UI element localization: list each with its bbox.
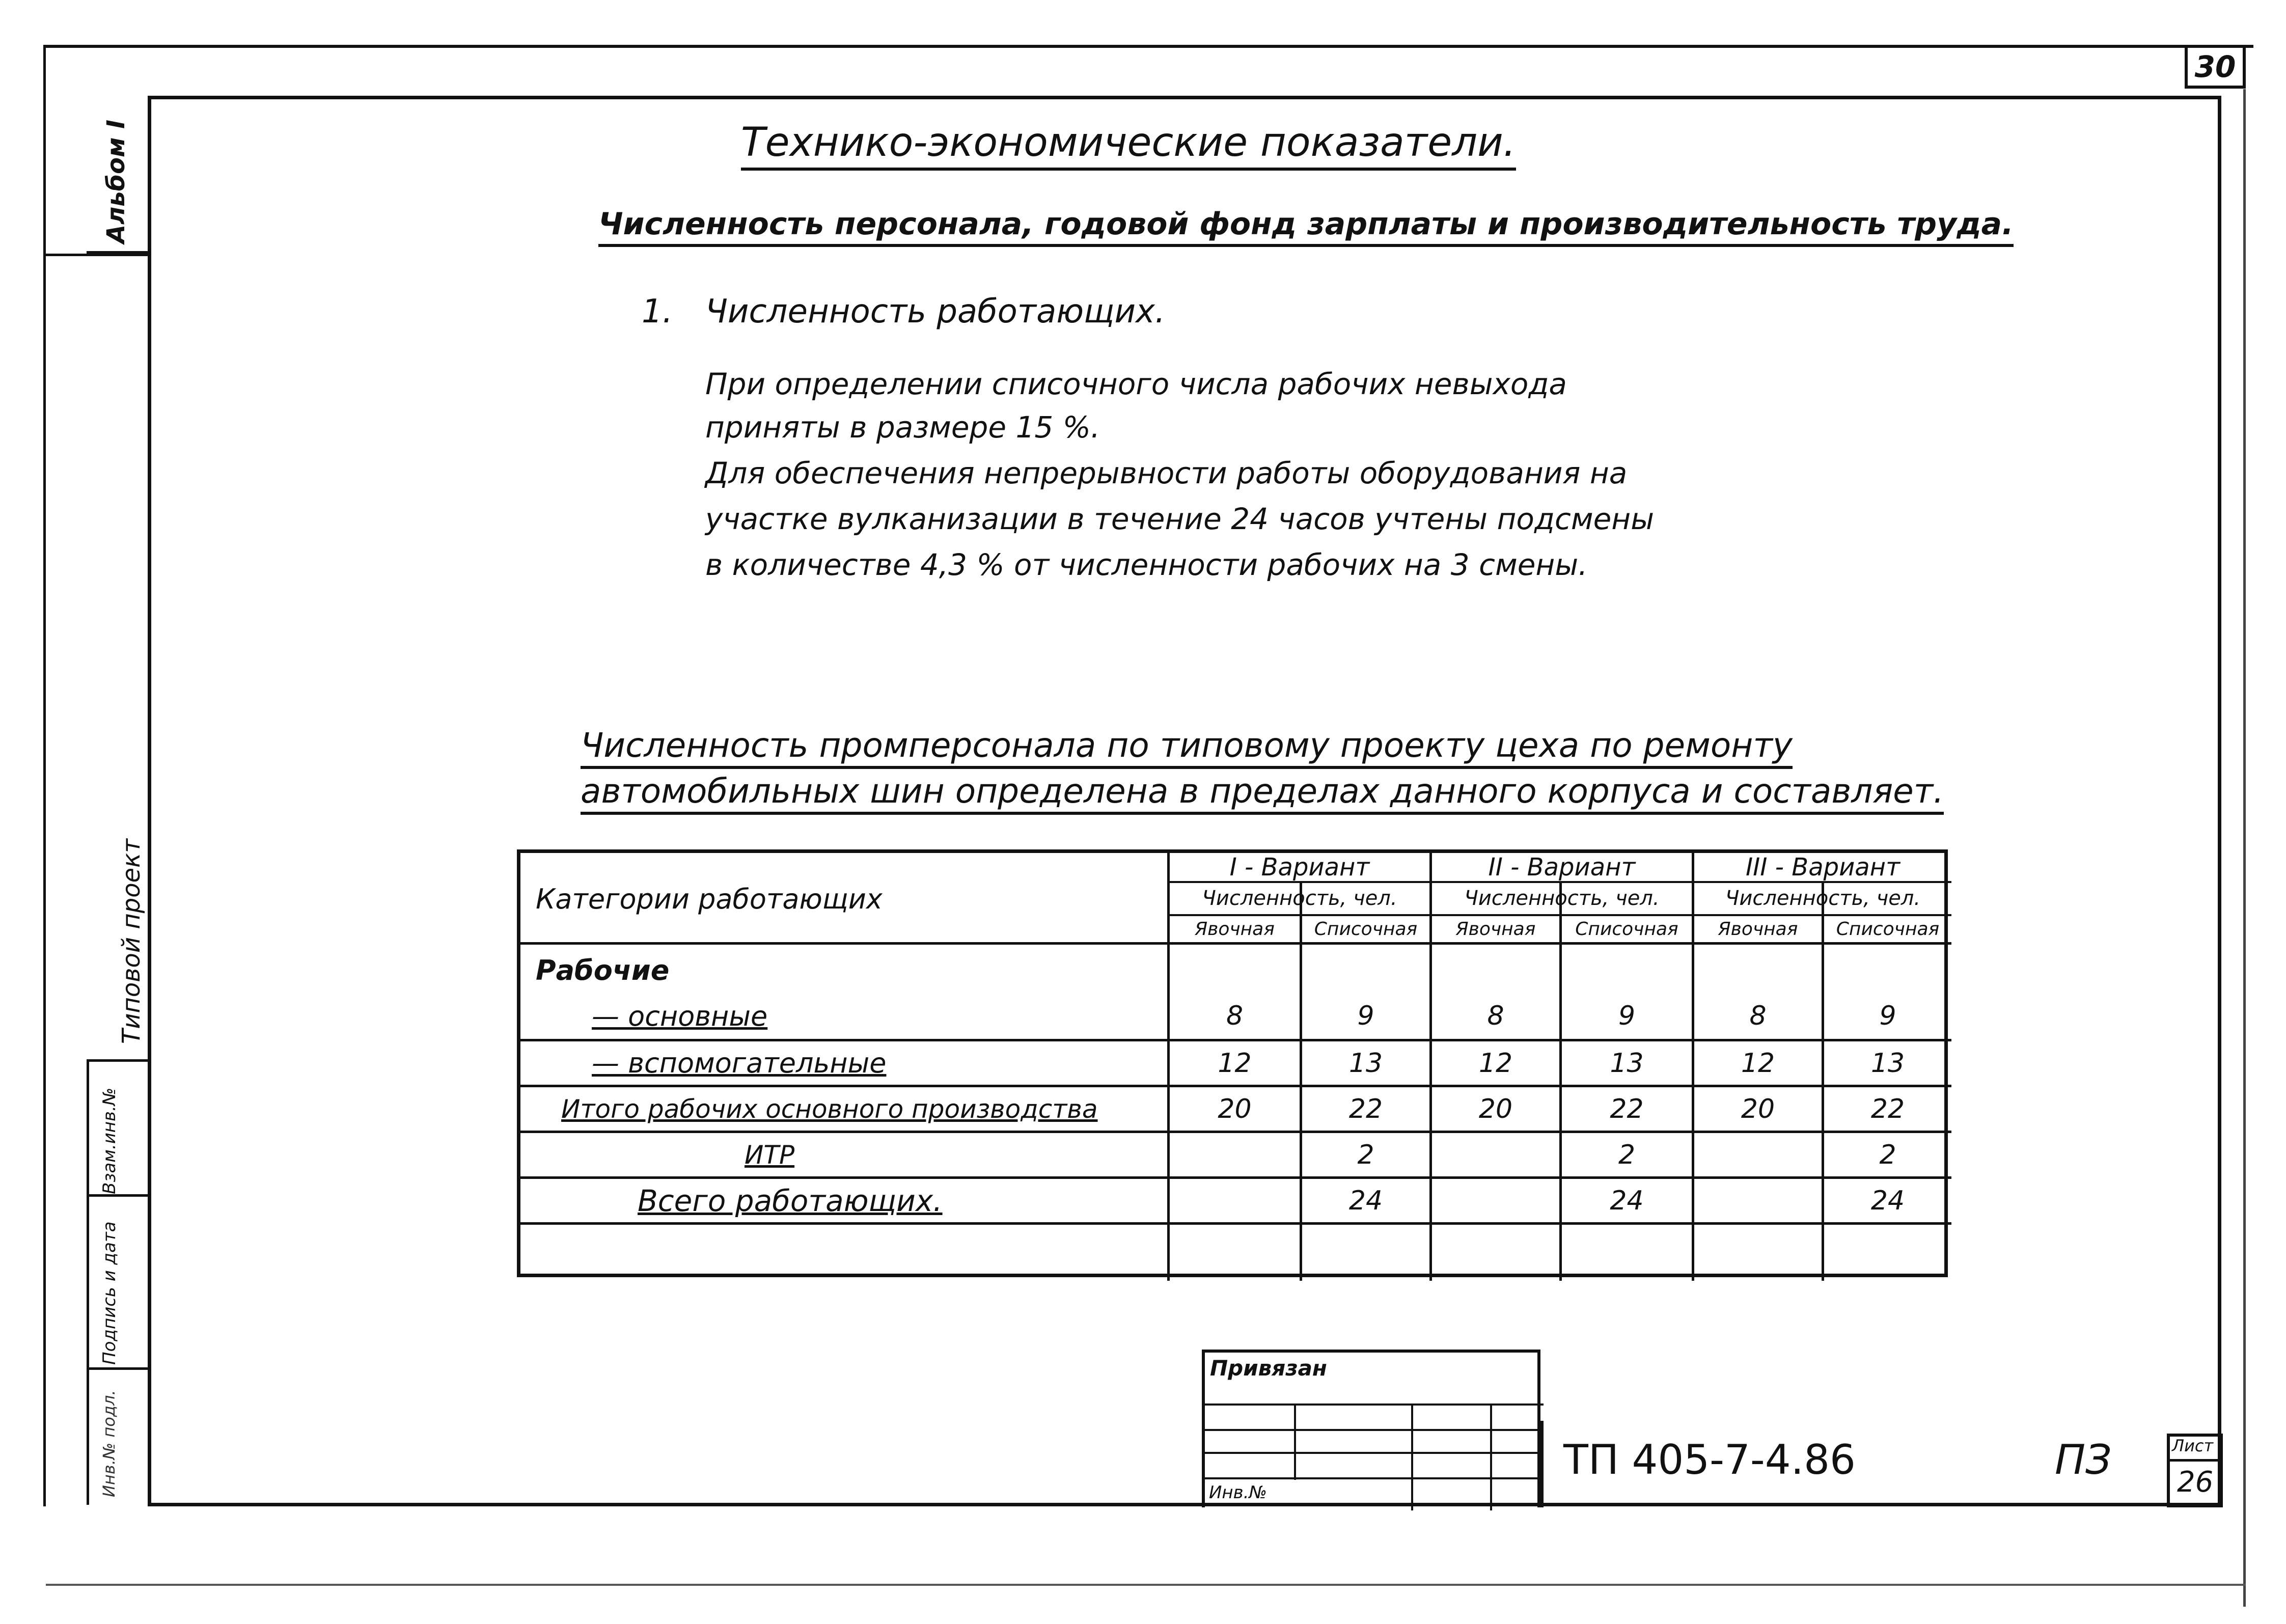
table-cell: 12 xyxy=(1478,1048,1513,1079)
sub-header-yavochnaya: Явочная xyxy=(1455,919,1536,940)
paragraph-line: Для обеспечения непрерывности работы оборудования на xyxy=(705,456,1628,490)
table-cell: 8 xyxy=(1749,1001,1767,1031)
sub-header-spisochnaya: Списочная xyxy=(1575,919,1678,940)
table-cell: 2 xyxy=(1618,1139,1636,1170)
table-cell: 2 xyxy=(1879,1139,1896,1170)
privyazan-label: Привязан xyxy=(1210,1356,1327,1381)
section-number: 1. xyxy=(642,293,673,331)
page-subtitle: Численность персонала, годовой фонд зарплаты и производительность труда. xyxy=(598,206,2014,247)
table-cell: 9 xyxy=(1357,1001,1374,1031)
row-label-total-workers: Итого рабочих основного производства xyxy=(561,1094,1098,1124)
sidebar-album-box xyxy=(87,45,148,254)
right-edge-line xyxy=(2243,89,2246,1607)
sidebar-box-3 xyxy=(87,1370,148,1505)
table-cell: 2 xyxy=(1357,1139,1374,1170)
variant-3-header: III - Вариант xyxy=(1745,852,1901,882)
section-heading: Численность работающих. xyxy=(705,293,1166,331)
sidebar-label-1: Взам.инв.№ xyxy=(99,1087,120,1194)
note-line-1: Численность промперсонала по типовому проекту цеха по ремонту xyxy=(581,726,1793,769)
table-cell: 8 xyxy=(1487,1001,1504,1031)
bottom-edge-line xyxy=(46,1584,2246,1586)
sidebar-box-1 xyxy=(87,1059,148,1197)
group-header: Численность, чел. xyxy=(1464,887,1660,910)
privyazan-stamp xyxy=(1202,1350,1540,1507)
table-cell: 24 xyxy=(1610,1185,1644,1216)
table-cell: 20 xyxy=(1741,1093,1775,1124)
table-cell: 13 xyxy=(1870,1048,1905,1079)
table-cell: 20 xyxy=(1478,1093,1513,1124)
row-label-itr: ИТР xyxy=(745,1140,795,1170)
doc-code: ПЗ xyxy=(2055,1436,2112,1483)
sidebar-line xyxy=(45,254,148,256)
sub-header-yavochnaya: Явочная xyxy=(1195,919,1275,940)
sub-header-spisochnaya: Списочная xyxy=(1836,919,1940,940)
table-cell: 22 xyxy=(1610,1093,1644,1124)
paragraph-line: При определении списочного числа рабочих невыхода xyxy=(705,367,1567,401)
table-cell: 9 xyxy=(1879,1001,1896,1031)
page-number-box xyxy=(2185,45,2246,89)
table-cell: 8 xyxy=(1226,1001,1244,1031)
sub-header-spisochnaya: Списочная xyxy=(1314,919,1418,940)
group-header: Численность, чел. xyxy=(1725,887,1921,910)
table-cell: 22 xyxy=(1348,1093,1383,1124)
sheet-number: 26 xyxy=(2177,1466,2214,1499)
group-header: Численность, чел. xyxy=(1202,887,1397,910)
table-cell: 24 xyxy=(1870,1185,1905,1216)
table-cell: 20 xyxy=(1218,1093,1252,1124)
staff-table xyxy=(517,849,1948,1277)
sidebar-typical-project: Типовой проект xyxy=(117,838,146,1044)
table-cell: 13 xyxy=(1348,1048,1383,1079)
inv-no-label: Инв.№ xyxy=(1209,1482,1267,1503)
project-code: ТП 405-7-4.86 xyxy=(1563,1436,1856,1483)
row-label-auxiliary: — вспомогательные xyxy=(592,1047,887,1079)
table-cell: 12 xyxy=(1218,1048,1252,1079)
variant-2-header: II - Вариант xyxy=(1488,852,1636,882)
sidebar-album: Альбом I xyxy=(102,120,130,243)
sidebar-box-2 xyxy=(87,1197,148,1370)
table-cell: 12 xyxy=(1741,1048,1775,1079)
table-cell: 24 xyxy=(1348,1185,1383,1216)
page-title: Технико-экономические показатели. xyxy=(741,120,1516,171)
sidebar-label-2: Подпись и дата xyxy=(99,1221,120,1365)
sidebar-label-3: Инв.№ подл. xyxy=(99,1390,119,1497)
variant-1-header: I - Вариант xyxy=(1229,852,1370,882)
paragraph-line: участке вулканизации в течение 24 часов учтены подсмены xyxy=(705,502,1654,536)
paragraph-line: в количестве 4,3 % от численности рабочих на 3 смены. xyxy=(705,547,1588,582)
table-cell: 9 xyxy=(1618,1001,1636,1031)
sheet-label: Лист xyxy=(2172,1436,2214,1455)
page-number: 30 xyxy=(2194,49,2236,84)
row-label-workers: Рабочие xyxy=(536,954,670,986)
sub-header-yavochnaya: Явочная xyxy=(1718,919,1798,940)
note-line-2: автомобильных шин определена в пределах данного корпуса и составляет. xyxy=(581,772,1944,815)
table-cell: 13 xyxy=(1610,1048,1644,1079)
paragraph-line: приняты в размере 15 %. xyxy=(705,410,1100,445)
row-label-total: Всего работающих. xyxy=(638,1183,943,1218)
row-label-main: — основные xyxy=(592,1000,768,1032)
category-header: Категории работающих xyxy=(536,883,883,915)
table-cell: 22 xyxy=(1870,1093,1905,1124)
